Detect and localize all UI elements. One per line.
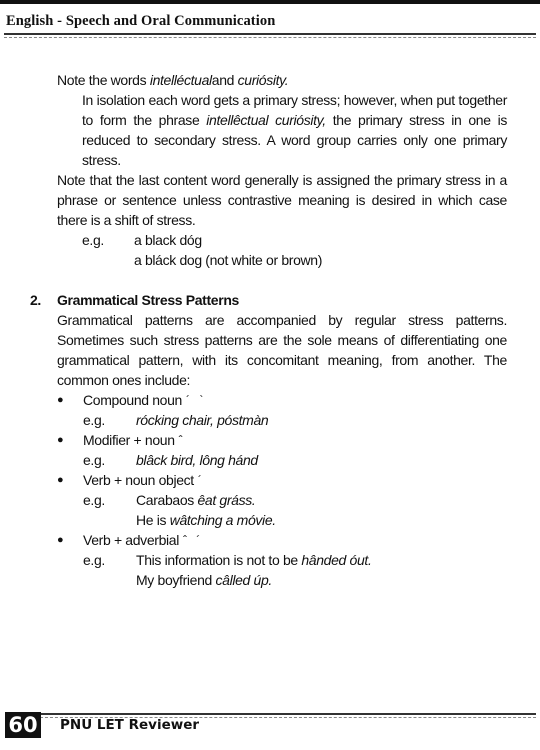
section-heading — [30, 290, 507, 310]
example-row — [83, 410, 507, 430]
header-rule — [4, 33, 536, 35]
example-text — [136, 490, 255, 510]
bullet-item — [57, 390, 507, 410]
eg-label: e.g. — [83, 452, 105, 468]
footer-title: PNU LET Reviewer — [60, 717, 200, 733]
bullet-item — [57, 470, 507, 490]
example-text — [136, 570, 507, 590]
content-word-paragraph: Note that the last content word generally is assigned the primary stress in a phrase or sentence unless contrastive meaning is desired in which case there is a shift of stress. — [57, 172, 507, 228]
isolation-paragraph — [82, 90, 507, 170]
stressed-word: intelléctual — [149, 72, 212, 88]
stress-mark: ˆ — [178, 433, 186, 447]
stressed-phrase: hânded óut. — [301, 552, 372, 568]
eg-label: e.g. — [83, 412, 105, 428]
stress-mark: ˆ ´ — [182, 533, 204, 547]
bullet-item — [57, 530, 507, 550]
text: In isolation each word gets a primary stress; however, when put together to form the phrase — [82, 92, 507, 128]
stressed-phrase: êat gráss. — [197, 492, 256, 508]
text: the primary stress in one is reduced to secondary stress. A word group carries only one primary stress. — [82, 112, 507, 168]
section-title: Grammatical Stress Patterns — [57, 292, 239, 308]
eg-label: e.g. — [83, 492, 105, 508]
bullet-label: Compound noun — [83, 392, 182, 408]
text: Note the words — [57, 72, 150, 88]
example-row — [82, 230, 507, 250]
eg-label: e.g. — [82, 232, 104, 248]
example-text: a black dóg — [134, 232, 202, 248]
text: He is — [136, 512, 170, 528]
footer-rule — [40, 713, 536, 715]
bullet-label: Verb + noun object — [83, 472, 194, 488]
stressed-phrase: intellêctual curiósity, — [206, 112, 326, 128]
stressed-word: curiósity. — [237, 72, 289, 88]
main-content — [30, 70, 507, 590]
top-rule — [0, 0, 540, 4]
example-text: rócking chair, póstmàn — [136, 412, 269, 428]
text: and — [211, 72, 238, 88]
eg-label: e.g. — [83, 552, 105, 568]
example-row — [83, 490, 507, 510]
stressed-phrase: wâtching a móvie. — [169, 512, 276, 528]
example-text: a bláck dog (not white or brown) — [134, 252, 323, 268]
example-text — [136, 550, 371, 570]
bullet-icon: ● — [57, 434, 64, 446]
bullet-label: Modifier + noun — [83, 432, 175, 448]
note-paragraph — [57, 70, 507, 90]
page-number: 60 — [5, 712, 41, 738]
section-number: 2. — [30, 292, 41, 308]
text: Carabaos — [136, 492, 198, 508]
bullet-icon: ● — [57, 394, 64, 406]
bullet-label: Verb + adverbial — [83, 532, 179, 548]
example-row — [83, 450, 507, 470]
stress-mark: ´ — [197, 473, 205, 487]
stress-mark: ´ ` — [185, 393, 207, 407]
header-rule-dashed — [4, 37, 536, 38]
text: My boyfriend — [136, 572, 216, 588]
section-intro: Grammatical patterns are accompanied by regular stress patterns. Sometimes such stress patterns are the sole means of differentiating one grammatical pattern, with its concomitant meaning, from another. The common ones include: — [57, 312, 507, 388]
text: This information is not to be — [136, 552, 302, 568]
bullet-icon: ● — [57, 474, 64, 486]
example-text — [136, 510, 507, 530]
example-text: blâck bird, lông hánd — [136, 452, 258, 468]
stressed-phrase: câlled úp. — [215, 572, 272, 588]
example-row — [83, 550, 507, 570]
bullet-icon: ● — [57, 534, 64, 546]
running-head: English - Speech and Oral Communication — [6, 13, 276, 29]
bullet-item — [57, 430, 507, 450]
